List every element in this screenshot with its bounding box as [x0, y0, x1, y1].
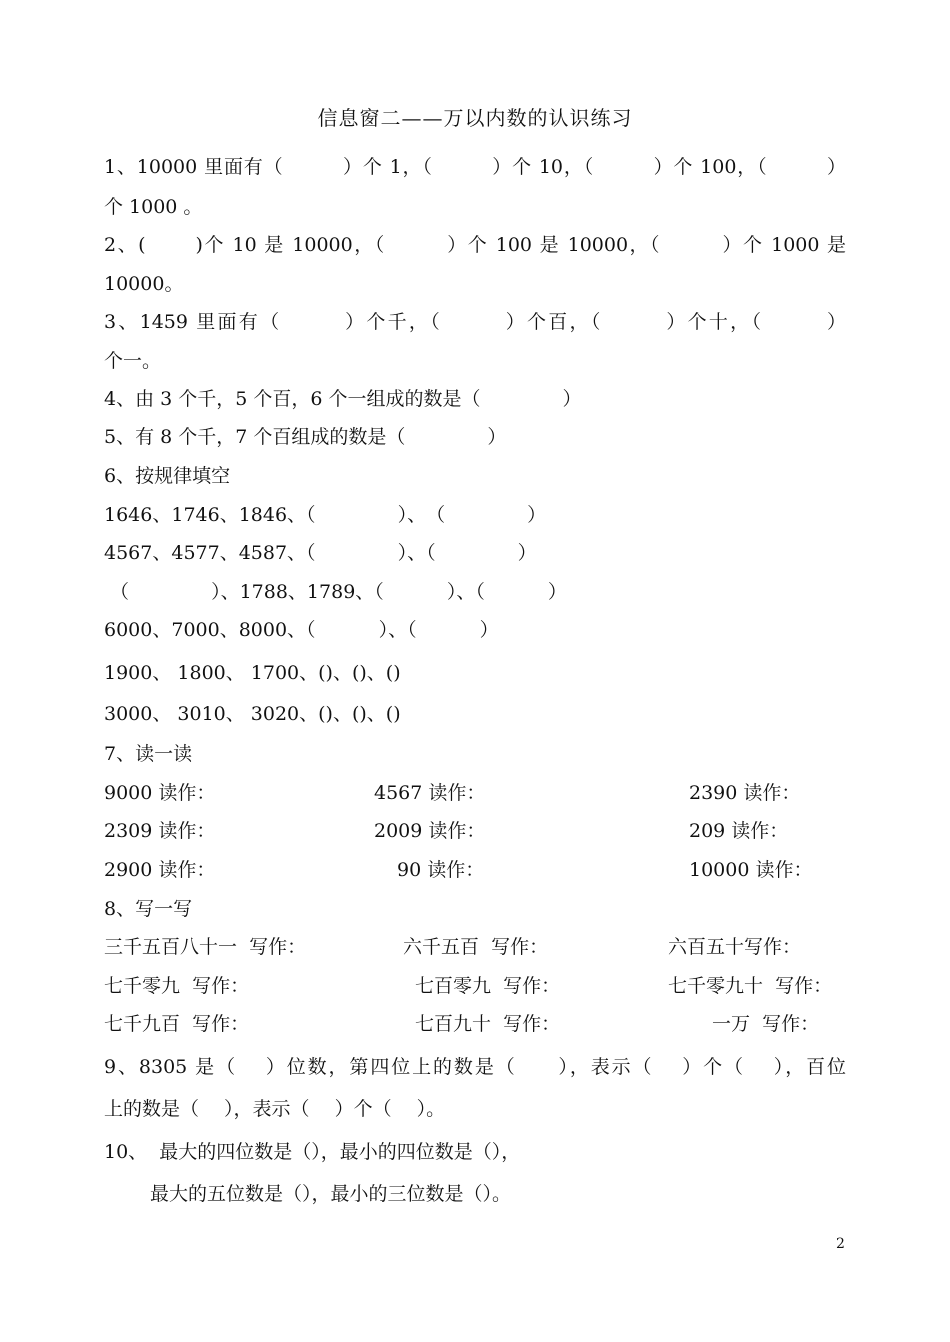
question-2-line-1: 2、( )个 10 是 10000，（ ）个 100 是 10000，（ ）个 1000 是 — [104, 234, 846, 256]
write-item: 七千零九十 写作： — [668, 975, 833, 997]
question-1-line-1: 1、10000 里面有（ ）个 1，（ ）个 10，（ ）个 100，（ ） — [104, 156, 846, 178]
question-2-line-2: 10000。 — [104, 273, 184, 295]
read-item: 2009 读作： — [374, 820, 486, 842]
question-3-line-2: 个一。 — [104, 350, 162, 372]
sequence-row-5: 1900、 1800、 1700、()、()、() — [104, 662, 401, 684]
question-4: 4、由 3 个千，5 个百，6 个一组成的数是（ ） — [104, 388, 582, 410]
write-item: 三千五百八十一 写作： — [104, 936, 307, 958]
write-item: 一万 写作： — [712, 1013, 820, 1035]
sequence-row-2: 4567、4577、4587、（ ）、（ ） — [104, 542, 537, 564]
write-item: 七千九百 写作： — [104, 1013, 250, 1035]
read-item: 4567 读作： — [374, 782, 486, 804]
read-item: 209 读作： — [689, 820, 789, 842]
write-item: 六百五十写作： — [668, 936, 802, 958]
read-item: 10000 读作： — [689, 859, 813, 881]
question-10-line-1: 10、 最大的四位数是（），最小的四位数是（）， — [104, 1141, 521, 1163]
question-9-line-1: 9、8305 是（ ）位数，第四位上的数是（ ），表示（ ）个（ ），百位 — [104, 1056, 846, 1078]
sequence-row-4: 6000、7000、8000、（ ）、（ ） — [104, 619, 499, 641]
page-title: 信息窗二——万以内数的认识练习 — [317, 106, 633, 130]
sequence-row-6: 3000、 3010、 3020、()、()、() — [104, 703, 401, 725]
question-5: 5、有 8 个千，7 个百组成的数是（ ） — [104, 426, 507, 448]
question-7-heading: 7、读一读 — [104, 743, 193, 765]
read-item: 90 读作： — [397, 859, 485, 881]
write-item: 七百九十 写作： — [415, 1013, 561, 1035]
question-6-heading: 6、按规律填空 — [104, 465, 231, 487]
read-item: 2309 读作： — [104, 820, 216, 842]
write-item: 七百零九 写作： — [415, 975, 561, 997]
question-3-line-1: 3、1459 里面有（ ）个千，（ ）个百，（ ）个十，（ ） — [104, 311, 846, 333]
write-item: 六千五百 写作： — [403, 936, 549, 958]
write-item: 七千零九 写作： — [104, 975, 250, 997]
sequence-row-1: 1646、1746、1846、（ ）、 （ ） — [104, 504, 547, 526]
read-item: 9000 读作： — [104, 782, 216, 804]
question-10-line-2: 最大的五位数是（），最小的三位数是（）。 — [150, 1183, 512, 1205]
question-9-line-2: 上的数是（ ），表示（ ）个（ ）。 — [104, 1098, 446, 1120]
question-1-line-2: 个 1000 。 — [104, 196, 203, 218]
read-item: 2390 读作： — [689, 782, 801, 804]
sequence-row-3: （ ）、1788、1789、（ ）、（ ） — [104, 581, 567, 603]
read-item: 2900 读作： — [104, 859, 216, 881]
page-number: 2 — [836, 1236, 845, 1252]
question-8-heading: 8、写一写 — [104, 898, 193, 920]
